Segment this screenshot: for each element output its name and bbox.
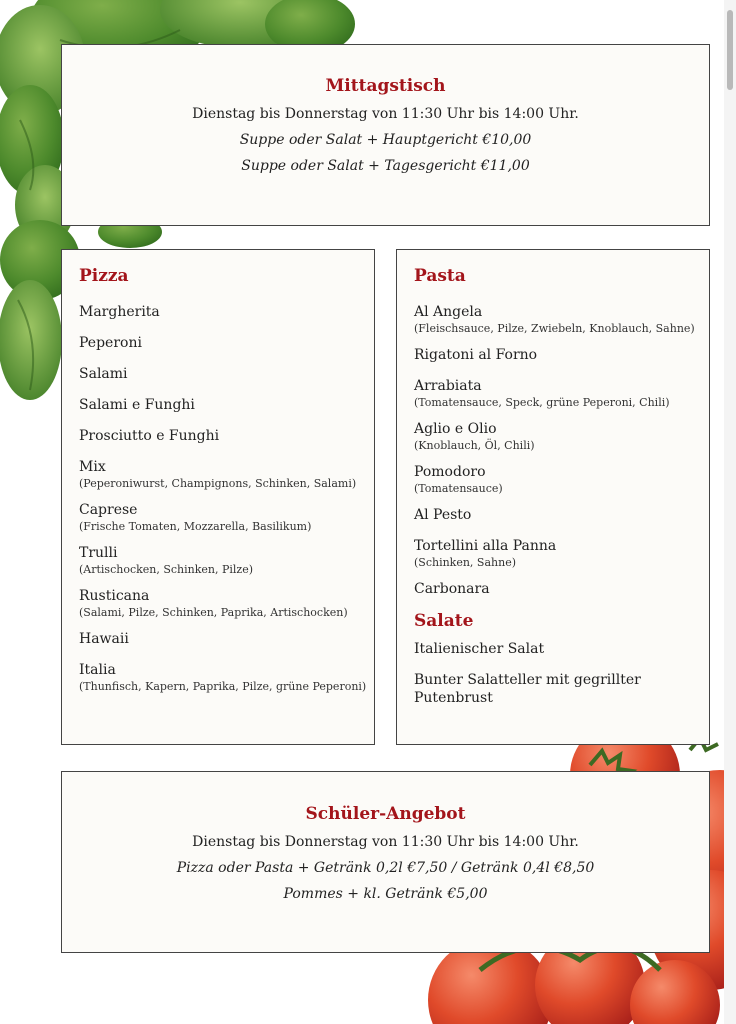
pizza-item-desc: (Salami, Pilze, Schinken, Paprika, Artischocken) [79,606,348,619]
mittagstisch-hours: Dienstag bis Donnerstag von 11:30 Uhr bis 14:00 Uhr. [192,106,579,122]
pasta-item [414,303,709,336]
pasta-item [414,537,709,570]
pasta-item-name: Pomodoro [414,464,486,480]
schueler-hours: Dienstag bis Donnerstag von 11:30 Uhr bis 14:00 Uhr. [192,834,579,850]
salate-item-name: Bunter Salatteller mit gegrillter Putenbrust [414,672,641,706]
pasta-item-name: Al Angela [414,304,483,320]
pizza-item [79,630,374,648]
pasta-item [414,463,709,496]
schueler-offer-2: Pommes + kl. Getränk €5,00 [283,886,488,902]
pizza-item [79,303,374,321]
schueler-title: Schüler-Angebot [305,804,466,824]
pizza-item [79,544,374,577]
pizza-item [79,501,374,534]
pizza-item-name: Mix [79,459,106,475]
pasta-item [414,580,709,598]
pizza-item [79,458,374,491]
pasta-item [414,346,709,364]
mittagstisch-offer-2: Suppe oder Salat + Tagesgericht €11,00 [241,158,530,174]
salate-title: Salate [414,611,474,631]
pizza-item-name: Salami e Funghi [79,397,195,413]
pasta-item-desc: (Knoblauch, Öl, Chili) [414,439,535,452]
pizza-item [79,427,374,445]
pizza-item-desc: (Peperoniwurst, Champignons, Schinken, Salami) [79,477,357,490]
pasta-box [396,249,710,745]
pasta-item-name: Aglio e Olio [414,421,497,437]
pizza-item-name: Trulli [79,545,118,561]
pasta-item [414,377,709,410]
mittagstisch-title: Mittagstisch [325,76,446,96]
pizza-item-name: Rusticana [79,588,150,604]
pizza-list [79,303,374,694]
pasta-item-name: Arrabiata [414,378,482,394]
pasta-item-desc: (Schinken, Sahne) [414,556,516,569]
scrollbar[interactable] [724,0,736,1024]
mittagstisch-offer-1: Suppe oder Salat + Hauptgericht €10,00 [239,132,532,148]
schueler-box [61,771,710,953]
mittagstisch-box [61,44,710,226]
pasta-item [414,506,709,524]
pizza-item [79,396,374,414]
pasta-item-desc: (Tomatensauce) [414,482,503,495]
pasta-item [414,420,709,453]
pizza-item [79,661,374,694]
salate-item [414,640,709,658]
pizza-item-desc: (Artischocken, Schinken, Pilze) [79,563,254,576]
pasta-item-name: Rigatoni al Forno [414,347,538,363]
scrollbar-thumb[interactable] [727,10,733,90]
pasta-item-name: Al Pesto [414,507,472,523]
pasta-list [414,303,709,598]
pizza-item-name: Prosciutto e Funghi [79,428,220,444]
pasta-item-name: Carbonara [414,581,490,597]
pizza-item [79,365,374,383]
pasta-item-desc: (Tomatensauce, Speck, grüne Peperoni, Chili) [414,396,670,409]
pasta-item-name: Tortellini alla Panna [414,538,557,554]
pizza-item-name: Italia [79,662,116,678]
salate-item-name: Italienischer Salat [414,641,545,657]
pizza-item-desc: (Frische Tomaten, Mozzarella, Basilikum) [79,520,312,533]
pizza-item-name: Salami [79,366,128,382]
pizza-item-name: Margherita [79,304,160,320]
salate-list [414,640,709,707]
pizza-item-desc: (Thunfisch, Kapern, Paprika, Pilze, grüne Peperoni) [79,680,367,693]
pasta-title: Pasta [414,266,466,286]
pizza-title: Pizza [79,266,129,286]
pizza-item-name: Hawaii [79,631,129,647]
pizza-item [79,334,374,352]
salate-item [414,671,709,707]
pizza-item-name: Peperoni [79,335,142,351]
pizza-box [61,249,375,745]
pizza-item-name: Caprese [79,502,138,518]
pasta-item-desc: (Fleischsauce, Pilze, Zwiebeln, Knoblauch, Sahne) [414,322,695,335]
pizza-item [79,587,374,620]
schueler-offer-1: Pizza oder Pasta + Getränk 0,2l €7,50 / Getränk 0,4l €8,50 [176,860,595,876]
